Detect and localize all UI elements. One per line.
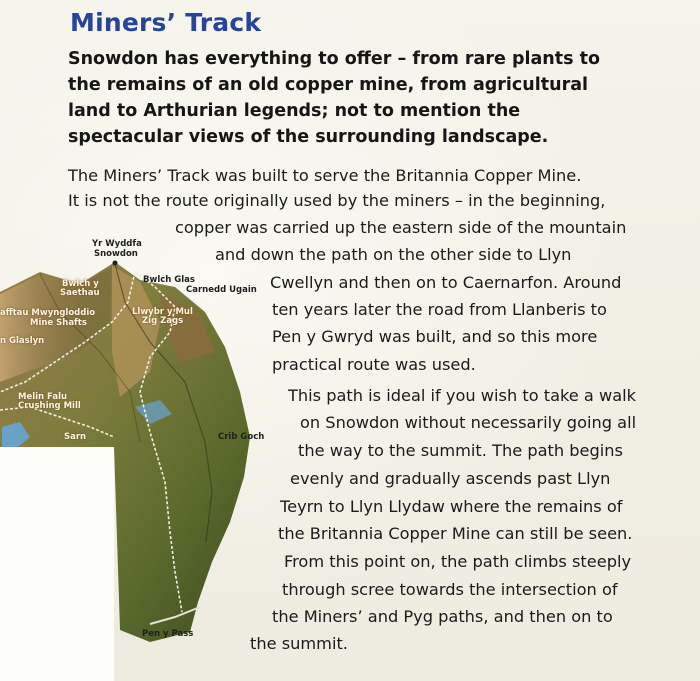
blank-patch (0, 447, 114, 681)
map-label-bwlch-glas: Bwlch Glas (143, 275, 195, 285)
page-title: Miners’ Track (70, 8, 262, 37)
body-line: the summit. (250, 634, 348, 653)
map-label-afftau-mwyngloddio: afftau Mwyngloddio (0, 308, 96, 318)
body-line: practical route was used. (272, 355, 476, 374)
body-line: This path is ideal if you wish to take a walk (288, 386, 637, 405)
map-label-sarn: Sarn (64, 432, 87, 442)
intro-line: Snowdon has everything to offer – from rare plants to (68, 49, 601, 69)
map-label-snowdon: Snowdon (94, 249, 138, 259)
body-line: ten years later the road from Llanberis to (272, 300, 607, 319)
map-label-glaslyn: n Glaslyn (0, 336, 45, 346)
body-line: Cwellyn and then on to Caernarfon. Around (270, 273, 622, 292)
map-label-pen-y-pass: Pen y Pass (142, 629, 194, 639)
body-line: It is not the route originally used by the miners – in the beginning, (68, 191, 606, 210)
body-line: copper was carried up the eastern side of the mountain (175, 218, 627, 237)
body-line: the Miners’ and Pyg paths, and then on to (272, 607, 613, 626)
map-label-melin-falu: Melin Falu (18, 392, 68, 402)
body-line: The Miners’ Track was built to serve the Britannia Copper Mine. (68, 166, 582, 185)
map-label-crib-goch: Crib Goch (218, 432, 265, 442)
map-label-carnedd-ugain: Carnedd Ugain (186, 285, 257, 295)
map-label-crushing-mill: Crushing Mill (18, 401, 81, 411)
body-line: evenly and gradually ascends past Llyn (290, 469, 611, 488)
map-label-saethau: Saethau (60, 288, 100, 298)
body-line: the Britannia Copper Mine can still be seen. (278, 524, 633, 543)
body-line: the way to the summit. The path begins (298, 441, 623, 460)
map-label-llwybr-y-mul: Llwybr y Mul (132, 307, 193, 317)
body-line: Teyrn to Llyn Llydaw where the remains of (280, 497, 623, 516)
map-label-bwlch-y: Bwlch y (62, 279, 99, 289)
intro-line: land to Arthurian legends; not to mention the (68, 101, 521, 121)
body-line: Pen y Gwryd was built, and so this more (272, 327, 598, 346)
intro-line: spectacular views of the surrounding landscape. (68, 127, 549, 147)
map-label-zig-zags: Zig Zags (142, 316, 184, 326)
map-label-mine-shafts: Mine Shafts (30, 318, 87, 328)
intro-line: the remains of an old copper mine, from agricultural (68, 75, 589, 95)
body-line: on Snowdon without necessarily going all (300, 413, 637, 432)
body-line: From this point on, the path climbs steeply (284, 552, 632, 571)
body-line: and down the path on the other side to Llyn (215, 245, 572, 264)
map-label-yr-wyddfa: Yr Wyddfa (92, 239, 142, 249)
body-line: through scree towards the intersection of (282, 580, 618, 599)
